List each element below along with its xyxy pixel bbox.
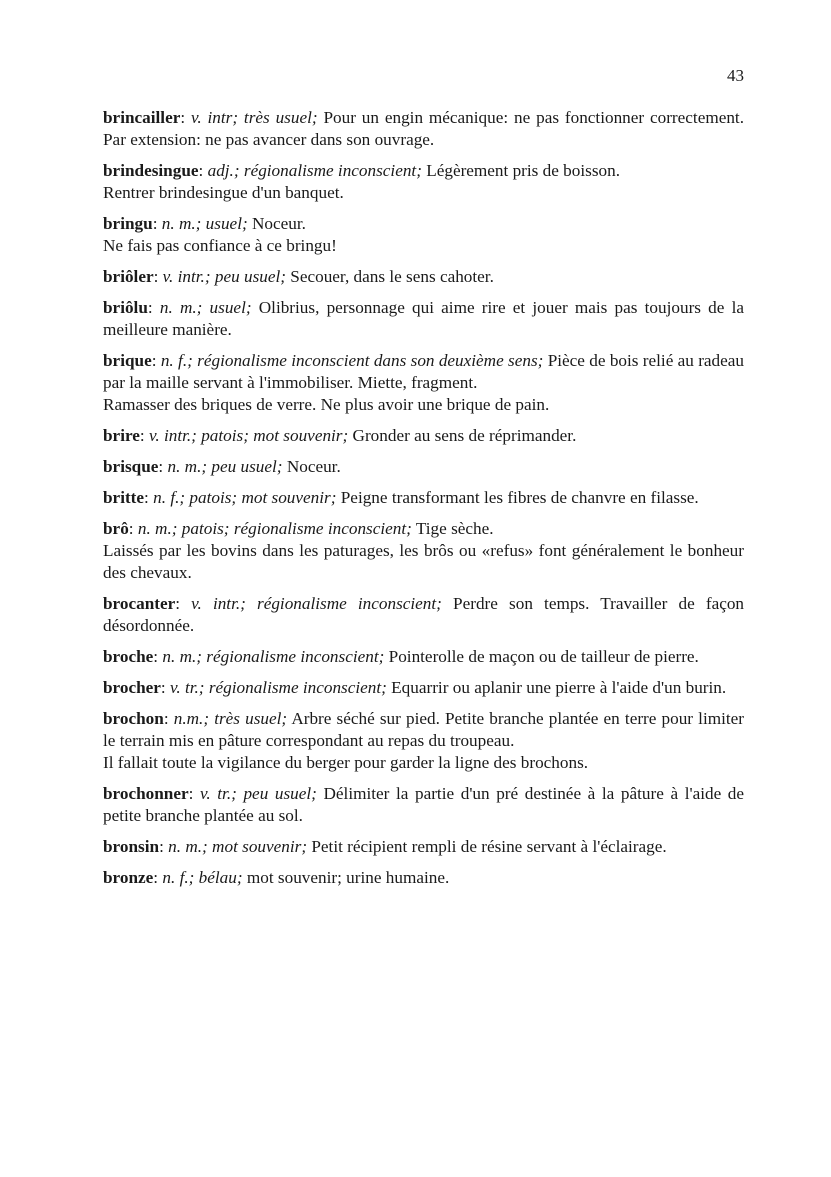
entry-definition: mot souvenir; urine humaine. bbox=[246, 868, 450, 887]
entry-headword: brincailler bbox=[103, 108, 181, 127]
entry-grammar: v. intr.; régionalisme inconscient; bbox=[191, 594, 442, 613]
entry-example: Ramasser des briques de verre. Ne plus avoir une brique de pain. bbox=[103, 395, 550, 414]
dictionary-entry: britte: n. f.; patois; mot souvenir; Peigne transformant les fibres de chanvre en filasse. bbox=[103, 488, 699, 507]
dictionary-entry: briôler: v. intr.; peu usuel; Secouer, dans le sens cahoter. bbox=[103, 267, 494, 286]
entry-grammar: n. f.; bélau; bbox=[162, 868, 243, 887]
entry-grammar: v. intr.; peu usuel; bbox=[162, 267, 286, 286]
entry-example: Rentrer brindesingue d'un banquet. bbox=[103, 183, 344, 202]
dictionary-entry: brincailler: v. intr; très usuel; Pour un engin mécanique: ne pas fonctionner correctement. Par extension: ne pas avancer dans son ouvrage. bbox=[103, 108, 744, 149]
dictionary-entry: bronsin: n. m.; mot souvenir; Petit récipient rempli de résine servant à l'éclairage. bbox=[103, 837, 667, 856]
entry-headword: britte bbox=[103, 488, 145, 507]
entry-headword: brisque bbox=[103, 457, 159, 476]
entry-headword: brochonner bbox=[103, 784, 189, 803]
entry-definition: Pour un engin mécanique: ne pas fonctionner correctement. Par extension: ne pas avancer dans son ouvrage. bbox=[103, 108, 744, 149]
entry-headword: brindesingue bbox=[103, 161, 199, 180]
entry-headword: briôlu bbox=[103, 298, 148, 317]
entry-grammar: n. m.; mot souvenir; bbox=[168, 837, 308, 856]
dictionary-entry: briôlu: n. m.; usuel; Olibrius, personnage qui aime rire et jouer mais pas toujours de la meilleure manière. bbox=[103, 298, 744, 339]
entry-definition: Pièce de bois relié au radeau par la maille servant à l'immobiliser. Miette, fragment. bbox=[103, 351, 744, 392]
entry-definition: Pointerolle de maçon ou de tailleur de pierre. bbox=[388, 647, 699, 666]
entry-definition: Noceur. bbox=[251, 214, 306, 233]
dictionary-entry: brisque: n. m.; peu usuel; Noceur. bbox=[103, 457, 341, 476]
entry-grammar: v. tr.; régionalisme inconscient; bbox=[170, 678, 387, 697]
entry-headword: brocanter bbox=[103, 594, 176, 613]
entry-definition: Gronder au sens de réprimander. bbox=[352, 426, 577, 445]
entry-grammar: n. m.; usuel; bbox=[161, 214, 248, 233]
entry-grammar: n. m.; peu usuel; bbox=[167, 457, 283, 476]
entry-grammar: n. f.; patois; mot souvenir; bbox=[153, 488, 337, 507]
entry-definition: Petit récipient rempli de résine servant à l'éclairage. bbox=[311, 837, 667, 856]
entry-headword: brique bbox=[103, 351, 152, 370]
dictionary-entry: brô: n. m.; patois; régionalisme inconscient; Tige sèche. Laissés par les bovins dans les paturages, les brôs ou «refus» font généralement le bonheur des chevaux. bbox=[103, 519, 744, 582]
entry-headword: bronze bbox=[103, 868, 154, 887]
entry-definition: Perdre son temps. Travailler de façon désordonnée. bbox=[103, 594, 745, 635]
entry-headword: brire bbox=[103, 426, 140, 445]
page-number: 43 bbox=[727, 66, 744, 85]
entry-definition: Noceur. bbox=[286, 457, 341, 476]
dictionary-entry: brire: v. intr.; patois; mot souvenir; Gronder au sens de réprimander. bbox=[103, 426, 577, 445]
entry-headword: brocher bbox=[103, 678, 161, 697]
entry-definition: Délimiter la partie d'un pré destinée à la pâture à l'aide de petite branche plantée au sol. bbox=[103, 784, 745, 825]
entry-definition: Arbre séché sur pied. Petite branche plantée en terre pour limiter le terrain mis en pâture correspondant au repas du troupeau. bbox=[103, 709, 744, 750]
entry-grammar: n. m.; patois; régionalisme inconscient; bbox=[137, 519, 412, 538]
entry-grammar: n. m.; régionalisme inconscient; bbox=[162, 647, 385, 666]
entry-headword: brochon bbox=[103, 709, 164, 728]
entry-headword: bringu bbox=[103, 214, 153, 233]
entry-example: Ne fais pas confiance à ce bringu! bbox=[103, 236, 337, 255]
dictionary-entry: broche: n. m.; régionalisme inconscient; Pointerolle de maçon ou de tailleur de pierre. bbox=[103, 647, 699, 666]
dictionary-entry: bringu: n. m.; usuel; Noceur. Ne fais pas confiance à ce bringu! bbox=[103, 213, 744, 257]
dictionary-entry: brocanter: v. intr.; régionalisme inconscient; Perdre son temps. Travailler de façon désordonnée. bbox=[103, 594, 745, 635]
dictionary-entry: brochon: n.m.; très usuel; Arbre séché sur pied. Petite branche plantée en terre pour limiter le terrain mis en pâture correspondant au repas du troupeau. Il fallait toute la vigilance du berger pour garder la ligne des brochons. bbox=[103, 709, 744, 772]
entry-list bbox=[103, 107, 744, 898]
entry-definition: Peigne transformant les fibres de chanvre en filasse. bbox=[340, 488, 699, 507]
entry-grammar: n. f.; régionalisme inconscient dans son deuxième sens; bbox=[160, 351, 544, 370]
entry-headword: bronsin bbox=[103, 837, 160, 856]
entry-headword: brô bbox=[103, 519, 129, 538]
entry-grammar: n. m.; usuel; bbox=[159, 298, 252, 317]
dictionary-entry: brochonner: v. tr.; peu usuel; Délimiter la partie d'un pré destinée à la pâture à l'aide de petite branche plantée au sol. bbox=[103, 784, 745, 825]
entry-grammar: n.m.; très usuel; bbox=[173, 709, 288, 728]
entry-grammar: v. intr.; patois; mot souvenir; bbox=[149, 426, 349, 445]
entry-definition: Equarrir ou aplanir une pierre à l'aide d'un burin. bbox=[391, 678, 727, 697]
entry-definition: Tige sèche. bbox=[415, 519, 494, 538]
dictionary-entry: brocher: v. tr.; régionalisme inconscient; Equarrir ou aplanir une pierre à l'aide d'un burin. bbox=[103, 678, 727, 697]
dictionary-entry: brique: n. f.; régionalisme inconscient dans son deuxième sens; Pièce de bois relié au radeau par la maille servant à l'immobiliser. Miette, fragment. Ramasser des briques de verre. Ne plus avoir une brique de pain. bbox=[103, 351, 744, 414]
entry-grammar: v. intr; très usuel; bbox=[190, 108, 318, 127]
dictionary-entry: brindesingue: adj.; régionalisme inconscient; Légèrement pris de boisson. Rentrer brindesingue d'un banquet. bbox=[103, 160, 744, 204]
entry-definition: Secouer, dans le sens cahoter. bbox=[290, 267, 494, 286]
entry-headword: briôler bbox=[103, 267, 154, 286]
entry-example: Laissés par les bovins dans les paturages, les brôs ou «refus» font généralement le bonheur des chevaux. bbox=[103, 541, 744, 582]
entry-grammar: adj.; régionalisme inconscient; bbox=[207, 161, 422, 180]
entry-example: Il fallait toute la vigilance du berger pour garder la ligne des brochons. bbox=[103, 753, 589, 772]
entry-headword: broche bbox=[103, 647, 154, 666]
entry-definition: Olibrius, personnage qui aime rire et jouer mais pas toujours de la meilleure manière. bbox=[103, 298, 744, 339]
dictionary-entry: bronze: n. f.; bélau; mot souvenir; urine humaine. bbox=[103, 868, 450, 887]
entry-definition: Légèrement pris de boisson. bbox=[426, 161, 621, 180]
entry-grammar: v. tr.; peu usuel; bbox=[200, 784, 317, 803]
